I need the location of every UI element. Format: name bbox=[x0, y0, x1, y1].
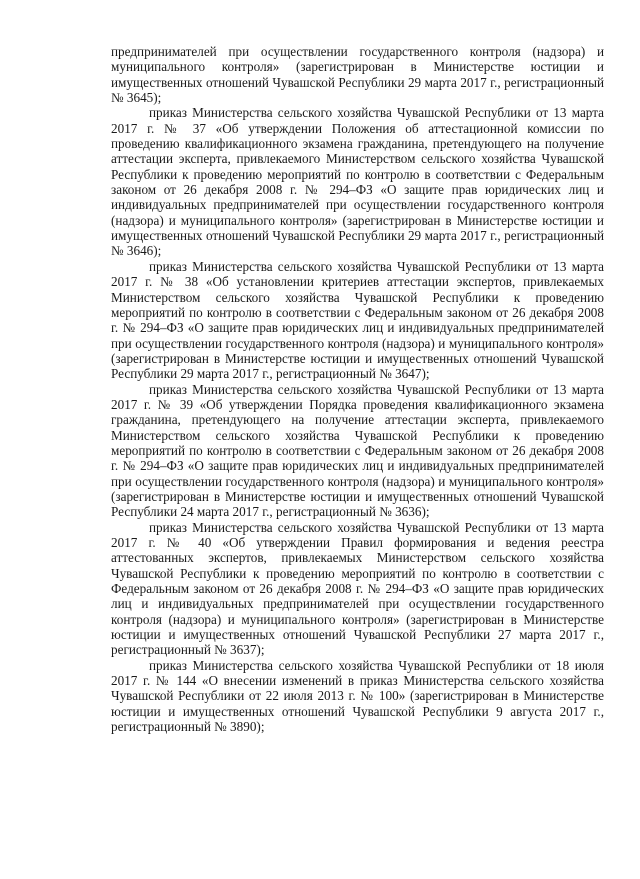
paragraph-order-37: приказ Министерства сельского хозяйства Чувашской Республики от 13 марта 2017 г. № 37 «Об утверждении Положения об аттестационной комиссии по проведению квалификационного экзамена гражданина, претендующего на получение аттестации эксперта, привлекаемого Министерством сельского хозяйства Чувашской Республики к проведению мероприятий по контролю в соответствии с Федеральным законом от 26 декабря 2008 г. № 294–ФЗ «О защите прав юридических лиц и индивидуальных предпринимателей при осуществлении государственного контроля (надзора) и муниципального контроля» (зарегистрирован в Министерстве юстиции и имущественных отношений Чувашской Республики 29 марта 2017 г., регистрационный № 3646); bbox=[111, 105, 604, 259]
paragraph-order-39: приказ Министерства сельского хозяйства Чувашской Республики от 13 марта 2017 г. № 39 «Об утверждении Порядка проведения квалификационного экзамена гражданина, претендующего на получение аттестации эксперта, привлекаемого Министерством сельского хозяйства Чувашской Республики к проведению мероприятий по контролю в соответствии с Федеральным законом от 26 декабря 2008 г. № 294–ФЗ «О защите прав юридических лиц и индивидуальных предпринимателей при осуществлении государственного контроля (надзора) и муниципального контроля» (зарегистрирован в Министерстве юстиции и имущественных отношений Чувашской Республики 24 марта 2017 г., регистрационный № 3636); bbox=[111, 381, 604, 520]
paragraph-order-3645-continuation: предпринимателей при осуществлении государственного контроля (надзора) и муниципального контроля» (зарегистрирован в Министерстве юстиции и имущественных отношений Чувашской Республики 29 марта 2017 г., регистрационный № 3645); bbox=[111, 44, 604, 106]
paragraph-order-144: приказ Министерства сельского хозяйства Чувашской Республики от 18 июля 2017 г. № 144 «О внесении изменений в приказ Министерства сельского хозяйства Чувашской Республики от 22 июля 2013 г. № 100» (зарегистрирован в Министерстве юстиции и имущественных отношений Чувашской Республики 9 августа 2017 г., регистрационный № 3890); bbox=[111, 657, 604, 735]
document-page bbox=[111, 44, 604, 734]
paragraph-order-40: приказ Министерства сельского хозяйства Чувашской Республики от 13 марта 2017 г. № 40 «Об утверждении Правил формирования и ведения реестра аттестованных экспертов, привлекаемых Министерством сельского хозяйства Чувашской Республики к проведению мероприятий по контролю в соответствии с Федеральным законом от 26 декабря 2008 г. № 294–ФЗ «О защите прав юридических лиц и индивидуальных предпринимателей при осуществлении государственного контроля (надзора) и муниципального контроля» (зарегистрирован в Министерстве юстиции и имущественных отношений Чувашской Республики 27 марта 2017 г., регистрационный № 3637); bbox=[111, 519, 604, 658]
paragraph-order-38: приказ Министерства сельского хозяйства Чувашской Республики от 13 марта 2017 г. № 38 «Об установлении критериев аттестации экспертов, привлекаемых Министерством сельского хозяйства Чувашской Республики к проведению мероприятий по контролю в соответствии с Федеральным законом от 26 декабря 2008 г. № 294–ФЗ «О защите прав юридических лиц и индивидуальных предпринимателей при осуществлении государственного контроля (надзора) и муниципального контроля» (зарегистрирован в Министерстве юстиции и имущественных отношений Чувашской Республики 29 марта 2017 г., регистрационный № 3647); bbox=[111, 258, 604, 382]
